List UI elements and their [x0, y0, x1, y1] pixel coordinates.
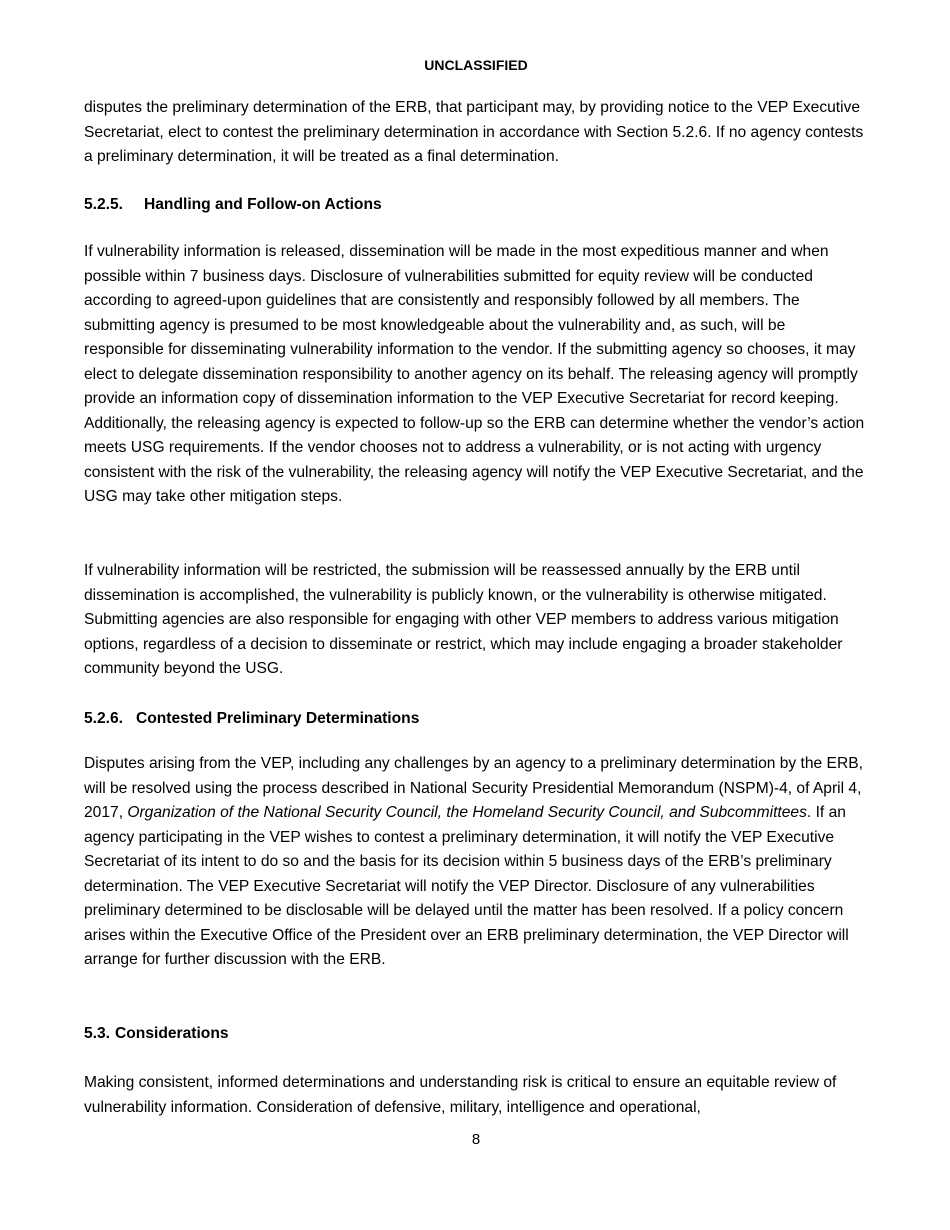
section-5-2-6-heading: [84, 707, 868, 732]
section-5-2-5-paragraph-1: If vulnerability information is released, dissemination will be made in the most expeditious manner and when possible within 7 business days. Disclosure of vulnerabilities submitted for equity review will be conducted according to agreed-upon guidelines that are consistently and responsibly followed by all members. The submitting agency is presumed to be most knowledgeable about the vulnerability and, as such, will be responsible for disseminating vulnerability information to the vendor. If the submitting agency so chooses, it may elect to delegate dissemination responsibility to another agency on its behalf. The releasing agency will promptly provide an information copy of dissemination information to the VEP Executive Secretariat for record keeping. Additionally, the releasing agency is expected to follow-up so the ERB can determine whether the vendor’s action meets USG requirements. If the vendor chooses not to address a vulnerability, or is not acting with urgency consistent with the risk of the vulnerability, the releasing agency will notify the VEP Executive Secretariat, and the USG may take other mitigation steps.: [84, 243, 865, 505]
section-5-2-6-paragraph: [84, 752, 868, 973]
section-5-2-5-heading: [84, 193, 868, 218]
section-5-3-heading: [84, 1022, 868, 1047]
page-number: 8: [471, 1131, 481, 1148]
section-5-3-paragraph: Making consistent, informed determinations and understanding risk is critical to ensure an equitable review of vulnerability information. Consideration of defensive, military, intelligence and operational,: [84, 1074, 837, 1116]
section-number: 5.2.6.: [84, 710, 124, 727]
section-number: 5.3.: [84, 1025, 111, 1042]
paragraph-rest: . If an agency participating in the VEP wishes to contest a preliminary determination, it will notify the VEP Executive Secretariat of its intent to do so and the basis for its decision within 5 business days of the ERB’s preliminary determination. The VEP Executive Secretariat will notify the VEP Director. Disclosure of any vulnerabilities preliminary determined to be disclosable will be delayed until the matter has been resolved. If a policy concern arises within the Executive Office of the President over an ERB preliminary determination, the VEP Director will arrange for further discussion with the ERB.: [84, 804, 849, 968]
section-5-2-5-paragraph-2: If vulnerability information will be restricted, the submission will be reassessed annually by the ERB until dissemination is accomplished, the vulnerability is publicly known, or the vulnerability is otherwise mitigated. Submitting agencies are also responsible for engaging with other VEP members to address various mitigation options, regardless of a decision to disseminate or restrict, which may include engaging a broader stakeholder community beyond the USG.: [84, 562, 843, 677]
section-title: Considerations: [115, 1025, 229, 1042]
intro-paragraph: disputes the preliminary determination of the ERB, that participant may, by providing notice to the VEP Executive Secretariat, elect to contest the preliminary determination in accordance with Section 5.2.6. If no agency contests a preliminary determination, it will be treated as a final determination.: [84, 99, 864, 165]
classification-marking: UNCLASSIFIED: [424, 57, 528, 73]
section-title: Contested Preliminary Determinations: [136, 710, 420, 727]
section-title: Handling and Follow-on Actions: [144, 196, 382, 213]
section-number: 5.2.5.: [84, 196, 124, 213]
nspm-title: Organization of the National Security Council, the Homeland Security Council, and Subcommittees: [127, 804, 807, 821]
paragraph-lead: Disputes arising from the VEP, including any challenges by an agency to a preliminary determination by the ERB, will be resolved using the process described in National Security Presidential Memorandum (NSPM)-4, of April 4, 2017,: [84, 755, 863, 821]
